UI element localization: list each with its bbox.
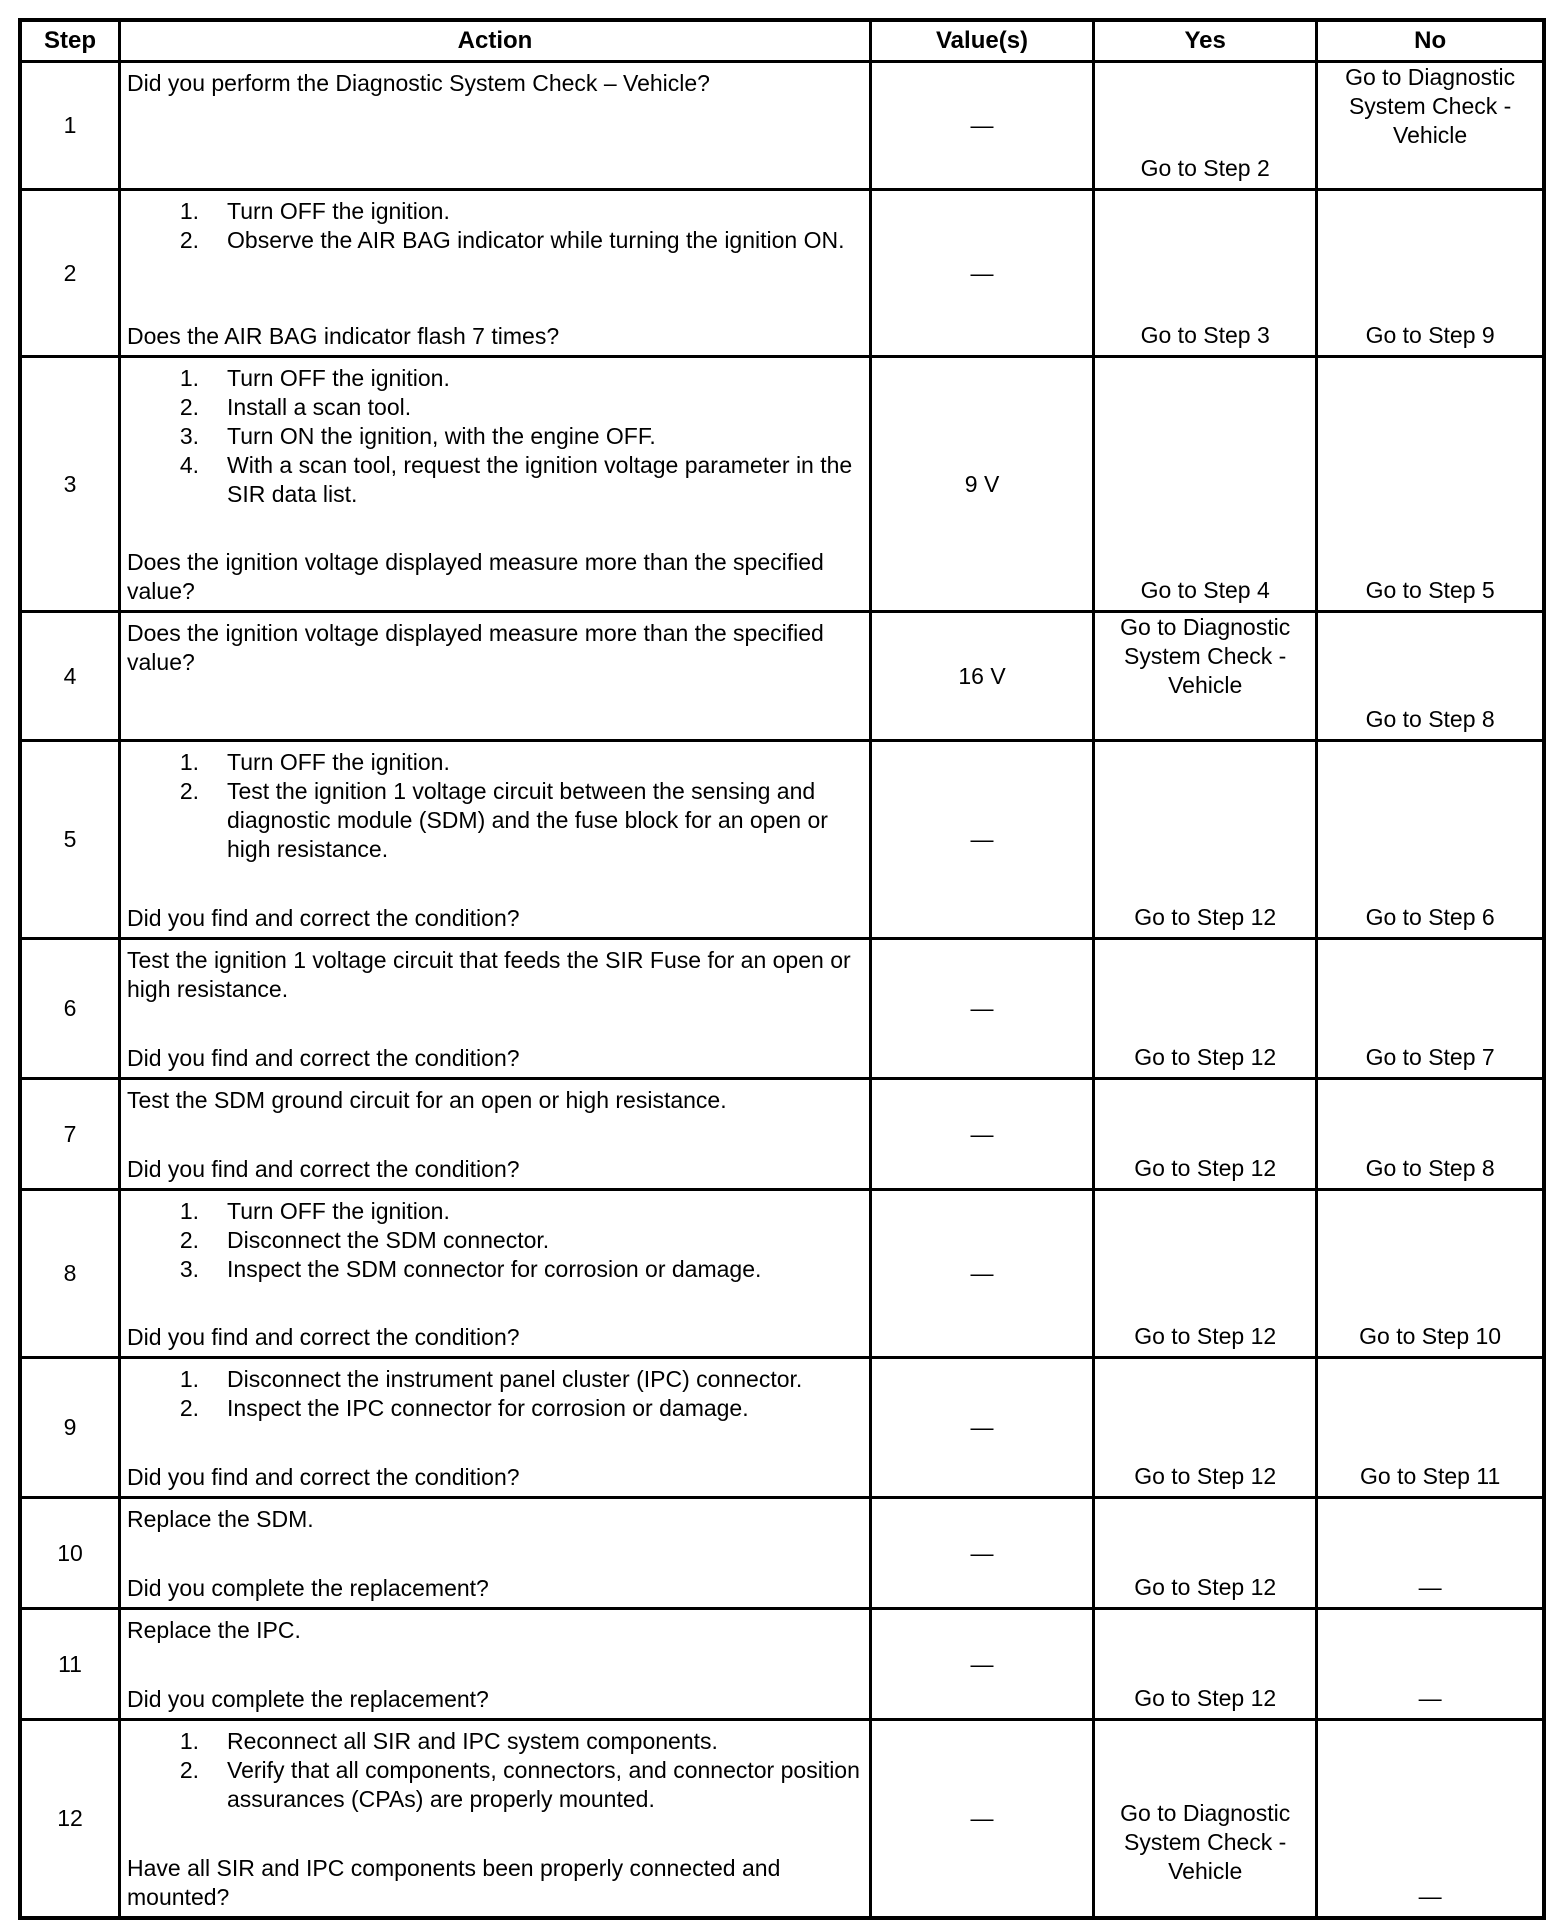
- yes-text: Go to Step 12: [1134, 904, 1277, 930]
- no-cell: [1317, 1358, 1544, 1498]
- action-cell: [120, 1079, 871, 1190]
- yes-text: Go to Step 3: [1140, 322, 1270, 348]
- step-number: 10: [20, 1498, 120, 1609]
- action-step-item: 2. Verify that all components, connectors, and connector position assurances (CPAs) are properly mounted.: [179, 1757, 860, 1812]
- action-question: Did you complete the replacement?: [127, 1575, 489, 1601]
- action-step-item: 1. Turn OFF the ignition.: [179, 749, 450, 775]
- action-question: Did you complete the replacement?: [127, 1686, 489, 1712]
- table-row: [20, 612, 1544, 741]
- no-cell: [1317, 1498, 1544, 1609]
- no-text: Go to Step 10: [1359, 1323, 1502, 1349]
- header-row: [20, 20, 1544, 62]
- no-cell: [1317, 1720, 1544, 1918]
- no-cell: [1317, 612, 1544, 741]
- action-steps: [127, 1197, 863, 1284]
- no-text: Go to Step 11: [1360, 1463, 1501, 1489]
- value-cell: 9 V: [870, 357, 1093, 612]
- action-step-item: 1. Disconnect the instrument panel cluster (IPC) connector.: [179, 1366, 803, 1392]
- value-cell: 16 V: [870, 612, 1093, 741]
- action-cell: [120, 1190, 871, 1358]
- no-cell: [1317, 62, 1544, 190]
- step-number: 2: [20, 190, 120, 357]
- action-question: Did you find and correct the condition?: [127, 1464, 520, 1490]
- step-number: 3: [20, 357, 120, 612]
- action-cell: [120, 1720, 871, 1918]
- value-cell: —: [870, 62, 1093, 190]
- action-cell: [120, 1498, 871, 1609]
- yes-text: Go to Step 12: [1134, 1463, 1277, 1489]
- table-row: [20, 357, 1544, 612]
- action-intro: Replace the SDM.: [127, 1506, 314, 1532]
- no-text: Go to Step 9: [1365, 322, 1495, 348]
- step-number: 6: [20, 939, 120, 1079]
- table-row: [20, 62, 1544, 190]
- action-question: Did you perform the Diagnostic System Check – Vehicle?: [127, 70, 710, 96]
- no-cell: [1317, 190, 1544, 357]
- action-steps: [127, 1727, 863, 1814]
- no-cell: [1317, 1609, 1544, 1720]
- action-cell: [120, 1358, 871, 1498]
- no-text: Go to Diagnostic System Check - Vehicle: [1345, 64, 1516, 148]
- action-step-item: 1. Reconnect all SIR and IPC system components.: [179, 1728, 718, 1754]
- yes-cell: [1094, 1609, 1317, 1720]
- yes-cell: [1094, 1190, 1317, 1358]
- header-no: No: [1317, 20, 1544, 62]
- table-row: [20, 190, 1544, 357]
- no-text: Go to Step 6: [1365, 904, 1495, 930]
- yes-cell: [1094, 190, 1317, 357]
- no-text: Go to Step 8: [1365, 706, 1495, 732]
- action-steps: [127, 197, 863, 255]
- action-cell: [120, 357, 871, 612]
- no-text: —: [1418, 1882, 1442, 1909]
- value-cell: —: [870, 1079, 1093, 1190]
- step-number: 4: [20, 612, 120, 741]
- header-yes: Yes: [1094, 20, 1317, 62]
- no-text: Go to Step 8: [1365, 1155, 1495, 1181]
- step-number: 5: [20, 741, 120, 939]
- step-number: 8: [20, 1190, 120, 1358]
- step-number: 11: [20, 1609, 120, 1720]
- no-cell: [1317, 1079, 1544, 1190]
- yes-cell: [1094, 1079, 1317, 1190]
- action-question: Does the ignition voltage displayed measure more than the specified value?: [127, 620, 824, 675]
- yes-cell: [1094, 1358, 1317, 1498]
- action-step-item: 2. Test the ignition 1 voltage circuit between the sensing and diagnostic module (SDM) and the fuse block for an open or high resistance.: [179, 778, 828, 862]
- no-cell: [1317, 1190, 1544, 1358]
- yes-cell: [1094, 939, 1317, 1079]
- table-row: [20, 1358, 1544, 1498]
- table-row: [20, 741, 1544, 939]
- yes-text: Go to Diagnostic System Check - Vehicle: [1120, 1799, 1291, 1884]
- action-cell: [120, 62, 871, 190]
- action-intro: Replace the IPC.: [127, 1617, 301, 1643]
- action-intro: Test the ignition 1 voltage circuit that feeds the SIR Fuse for an open or high resistance.: [127, 947, 851, 1002]
- value-cell: —: [870, 1720, 1093, 1918]
- table-row: [20, 1498, 1544, 1609]
- action-cell: [120, 190, 871, 357]
- action-step-item: 2. Inspect the IPC connector for corrosion or damage.: [179, 1395, 749, 1421]
- header-step: Step: [20, 20, 120, 62]
- table-row: [20, 939, 1544, 1079]
- action-intro: Test the SDM ground circuit for an open or high resistance.: [127, 1087, 727, 1113]
- value-cell: —: [870, 741, 1093, 939]
- yes-cell: [1094, 1498, 1317, 1609]
- table-row: [20, 1190, 1544, 1358]
- action-cell: [120, 741, 871, 939]
- diagnostic-table: [18, 18, 1546, 1920]
- value-cell: —: [870, 1190, 1093, 1358]
- yes-text: Go to Step 4: [1140, 577, 1270, 603]
- table-row: [20, 1079, 1544, 1190]
- action-step-item: 4. With a scan tool, request the ignition voltage parameter in the SIR data list.: [179, 452, 853, 507]
- no-text: —: [1418, 1685, 1442, 1711]
- action-question: Have all SIR and IPC components been properly connected and mounted?: [127, 1854, 781, 1910]
- yes-text: Go to Step 12: [1134, 1323, 1277, 1349]
- action-question: Did you find and correct the condition?: [127, 905, 520, 931]
- step-number: 9: [20, 1358, 120, 1498]
- step-number: 1: [20, 62, 120, 190]
- action-cell: [120, 612, 871, 741]
- yes-cell: [1094, 62, 1317, 190]
- action-step-item: 3. Inspect the SDM connector for corrosion or damage.: [179, 1256, 762, 1282]
- yes-text: Go to Step 12: [1134, 1574, 1277, 1600]
- no-text: —: [1418, 1574, 1442, 1600]
- action-steps: [127, 748, 863, 864]
- value-cell: —: [870, 1358, 1093, 1498]
- yes-text: Go to Step 12: [1134, 1685, 1277, 1711]
- table-row: [20, 1720, 1544, 1918]
- no-text: Go to Step 7: [1365, 1044, 1495, 1070]
- action-steps: [127, 364, 863, 509]
- action-step-item: 1. Turn OFF the ignition.: [179, 365, 450, 391]
- action-step-item: 2. Disconnect the SDM connector.: [179, 1227, 550, 1253]
- action-cell: [120, 939, 871, 1079]
- step-number: 12: [20, 1720, 120, 1918]
- no-cell: [1317, 939, 1544, 1079]
- no-text: Go to Step 5: [1365, 577, 1495, 603]
- no-cell: [1317, 357, 1544, 612]
- action-step-item: 2. Observe the AIR BAG indicator while turning the ignition ON.: [179, 227, 845, 253]
- value-cell: —: [870, 1498, 1093, 1609]
- action-step-item: 3. Turn ON the ignition, with the engine OFF.: [179, 423, 656, 449]
- yes-cell: [1094, 612, 1317, 741]
- action-question: Does the ignition voltage displayed measure more than the specified value?: [127, 549, 824, 604]
- action-question: Does the AIR BAG indicator flash 7 times?: [127, 323, 560, 349]
- action-question: Did you find and correct the condition?: [127, 1156, 520, 1182]
- action-question: Did you find and correct the condition?: [127, 1045, 520, 1071]
- action-step-item: 2. Install a scan tool.: [179, 394, 412, 420]
- action-question: Did you find and correct the condition?: [127, 1324, 520, 1350]
- diagnostic-table-page: [18, 18, 1546, 1908]
- header-values: Value(s): [870, 20, 1093, 62]
- step-number: 7: [20, 1079, 120, 1190]
- action-step-item: 1. Turn OFF the ignition.: [179, 198, 450, 224]
- yes-cell: [1094, 357, 1317, 612]
- yes-cell: [1094, 741, 1317, 939]
- action-step-item: 1. Turn OFF the ignition.: [179, 1198, 450, 1224]
- action-cell: [120, 1609, 871, 1720]
- action-steps: [127, 1365, 863, 1423]
- header-action: Action: [120, 20, 871, 62]
- yes-text: Go to Step 12: [1134, 1155, 1277, 1181]
- value-cell: —: [870, 190, 1093, 357]
- yes-cell: [1094, 1720, 1317, 1918]
- table-row: [20, 1609, 1544, 1720]
- value-cell: —: [870, 1609, 1093, 1720]
- value-cell: —: [870, 939, 1093, 1079]
- yes-text: Go to Diagnostic System Check - Vehicle: [1120, 614, 1291, 698]
- yes-text: Go to Step 2: [1140, 155, 1270, 181]
- yes-text: Go to Step 12: [1134, 1044, 1277, 1070]
- no-cell: [1317, 741, 1544, 939]
